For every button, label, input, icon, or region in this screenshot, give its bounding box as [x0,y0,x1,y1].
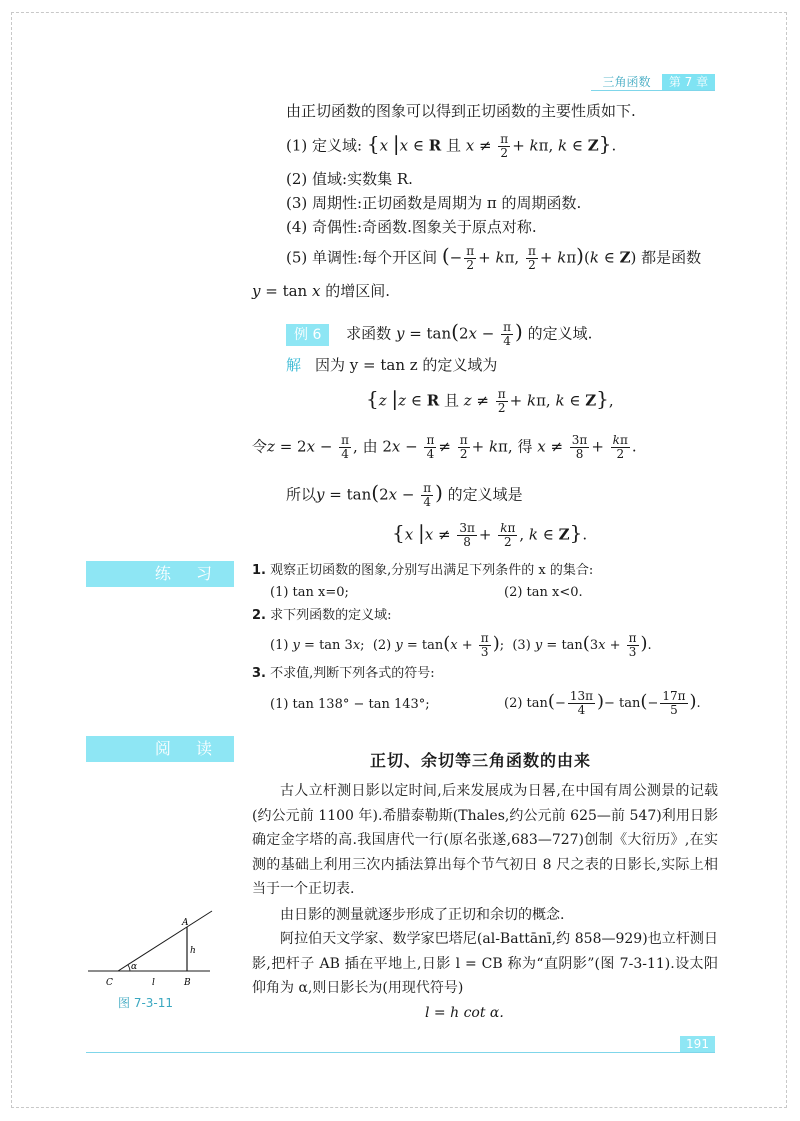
practice-label: 练 习 [86,561,234,587]
page-number: 191 [680,1036,715,1052]
property-period: (3) 周期性:正切函数是周期为 π 的周期函数. [286,194,582,212]
figure-7-3-11 [84,905,224,993]
example-tag: 例 6 [286,324,329,346]
intro-text: 由正切函数的图象可以得到正切函数的主要性质如下. [286,102,636,120]
reading-label: 阅 读 [86,736,234,762]
property-monotonic: (5) 单调性:每个开区间 (− $\frac{\pi}{2}$ + kπ, $\frac{\pi}{2}$ + kπ)(k ∈ Z) 都是函数 [286,243,702,272]
header-chapter: 三角函数 [591,74,662,91]
solution-conclusion: 所以y = tan(2x − $\frac{\pi}{4}$ ) 的定义域是 [286,480,523,509]
reading-title: 正切、余切等三角函数的由来 [370,751,592,770]
property-domain: (1) 定义域: {x |x ∈ R 且 x ≠ $\frac{\pi}{2}$ + kπ, k ∈ Z}. [286,131,617,160]
solution-substitution: 令z = 2x − $\frac{\pi}{4}$ , 由 2x − $\frac{\pi}{4}$ ≠ $\frac{\pi}{2}$ + kπ, 得 x ≠ $\frac{3\pi}{8}$ + $\frac{k\pi}{2}$ . [252,433,637,461]
reading-paragraph-1: 古人立杆测日影以定时间,后来发展成为日晷,在中国有周公测景的记载(约公元前 1100 年).希腊泰勒斯(Thales,约公元前 625—前 547)利用日影确定金字塔的高.我国唐代一行(原名张遂,683—727)创制《大衍历》,在实测的基础上利用三次内插法算出每个节气初日 8 尺之表的日影长,实际上相当于一个正切表. [252,783,718,897]
footer-rule [86,1052,715,1053]
figure-label-l: l [152,978,155,988]
header-rule [591,90,715,91]
solution-intro: 解 因为 y = tan z 的定义域为 [286,356,498,374]
practice-q3a: (1) tan 138° − tan 143°; [270,697,430,712]
figure-caption: 图 7-3-11 [118,996,174,1010]
figure-point-a: A [182,918,189,928]
practice-q2-items: (1) y = tan 3x; (2) y = tan(x + $\frac{\pi}{3}$ ); (3) y = tan(3x + $\frac{\pi}{3}$ ). [270,631,652,659]
example-6-question: 例 6 求函数 y = tan(2x − $\frac{\pi}{4}$ ) 的定义域. [286,321,592,348]
figure-point-b: B [184,978,191,988]
practice-q2: 2. 求下列函数的定义域: [252,608,392,623]
figure-label-h: h [190,946,196,956]
solution-answer-set: {x |x ≠ $\frac{3\pi}{8}$ + $\frac{k\pi}{2}$ , k ∈ Z}. [392,520,588,549]
property-parity: (4) 奇偶性:奇函数.图象关于原点对称. [286,218,537,236]
reading-paragraph-3: 阿拉伯天文学家、数学家巴塔尼(al-Battānī,约 858—929)也立杆测日影,把杆子 AB 插在平地上,日影 l = CB 称为“直阴影”(图 7-3-11).设太阳仰角为 α,则日影长为(用现代符号) [252,931,718,996]
practice-q1a: (1) tan x=0; [270,585,349,600]
practice-q1b: (2) tan x<0. [504,585,583,600]
reading-formula: l = h cot α. [425,1005,504,1021]
header-section: 第 7 章 [662,74,715,90]
property-monotonic-cont: y = tan x 的增区间. [252,282,391,300]
figure-point-c: C [106,978,113,988]
figure-label-alpha: α [131,962,138,972]
practice-q3: 3. 不求值,判断下列各式的符号: [252,666,435,681]
practice-q1: 1. 观察正切函数的图象,分别写出满足下列条件的 x 的集合: [252,563,594,578]
reading-paragraph-2: 由日影的测量就逐步形成了正切和余切的概念. [280,907,565,923]
figure-angle-arc [128,965,130,971]
practice-q3b: (2) tan(− $\frac{13\pi}{4}$ )− tan(− $\frac{17\pi}{5}$ ). [504,689,701,717]
property-range: (2) 值域:实数集 R. [286,170,413,188]
solution-domain-set: {z |z ∈ R 且 z ≠ $\frac{\pi}{2}$ + kπ, k ∈ Z}, [366,386,614,415]
solution-tag: 解 [286,356,302,374]
